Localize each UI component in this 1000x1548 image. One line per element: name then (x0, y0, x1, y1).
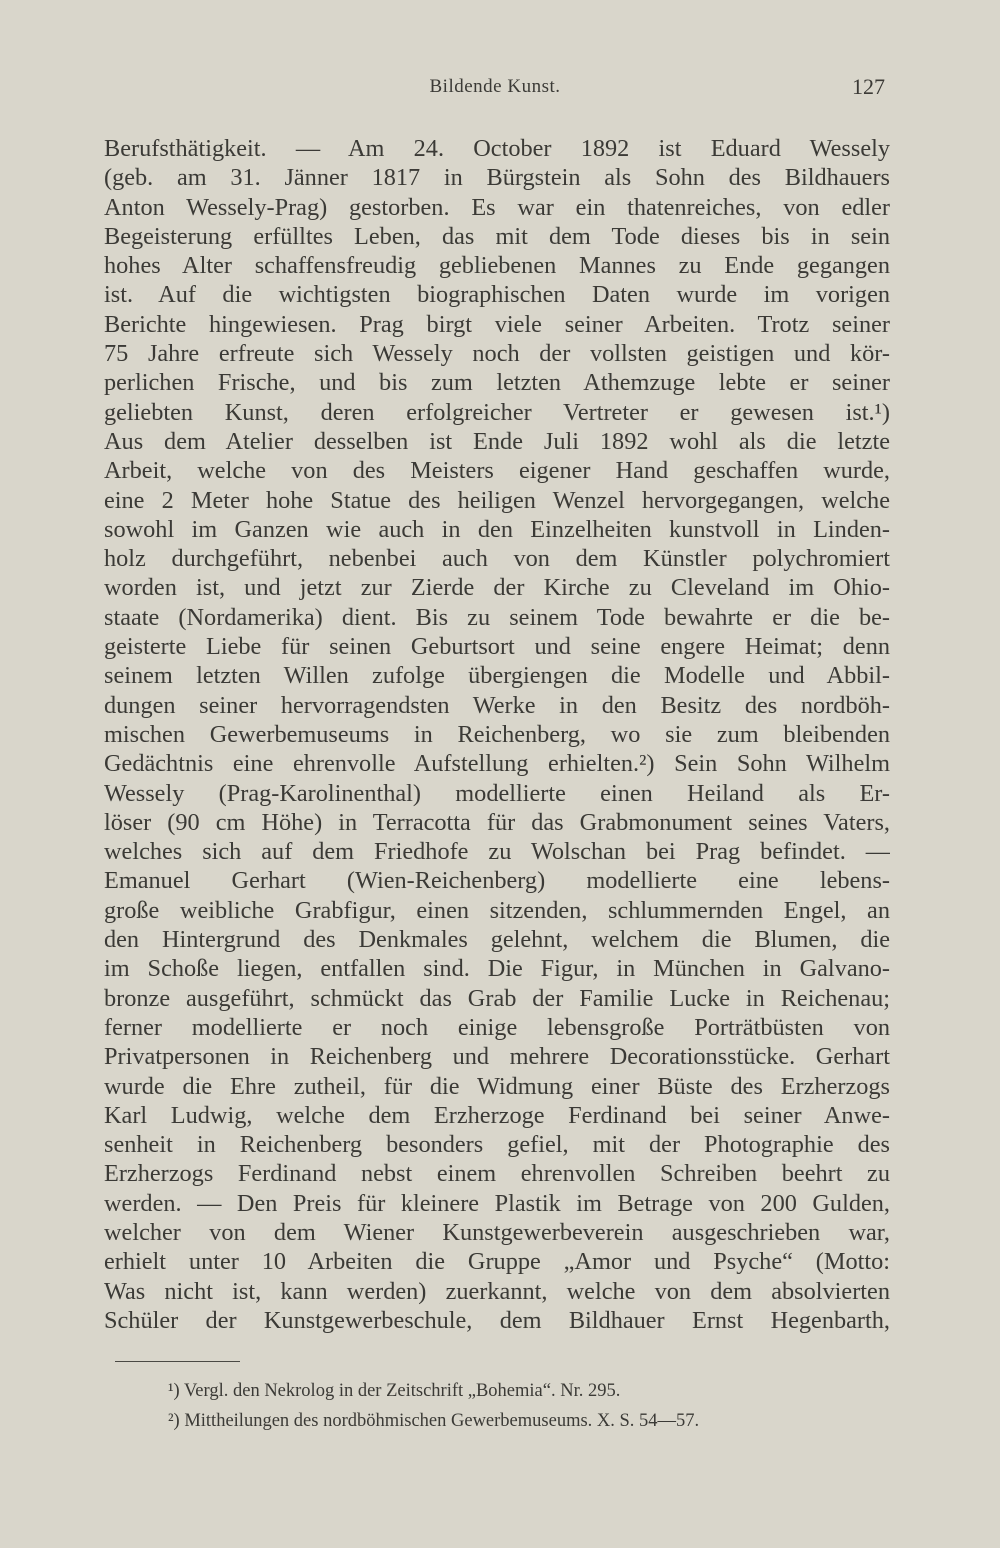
text-line: dungen seiner hervorragendsten Werke in den Besitz des nordböh- (104, 691, 890, 719)
text-line: geliebten Kunst, deren erfolgreicher Vertreter er gewesen ist.¹) (104, 398, 890, 426)
text-line: Gedächtnis eine ehrenvolle Aufstellung erhielten.²) Sein Sohn Wilhelm (104, 750, 890, 778)
text-line: hohes Alter schaffensfreudig gebliebenen Mannes zu Ende gegangen (104, 252, 890, 280)
text-line: Arbeit, welche von des Meisters eigener Hand geschaffen wurde, (104, 457, 890, 485)
text-line: Anton Wessely-Prag) gestorben. Es war ein thatenreiches, von edler (104, 193, 890, 221)
text-line: Erzherzogs Ferdinand nebst einem ehrenvollen Schreiben beehrt zu (104, 1160, 890, 1188)
text-line: (geb. am 31. Jänner 1817 in Bürgstein als Sohn des Bildhauers (104, 164, 890, 192)
text-line: Aus dem Atelier desselben ist Ende Juli 1892 wohl als die letzte (104, 427, 890, 455)
text-line: erhielt unter 10 Arbeiten die Gruppe „Amor und Psyche“ (Motto: (104, 1248, 890, 1276)
text-line: staate (Nordamerika) dient. Bis zu seinem Tode bewahrte er die be- (104, 603, 890, 631)
text-line: werden. — Den Preis für kleinere Plastik im Betrage von 200 Gulden, (104, 1189, 890, 1217)
text-line: mischen Gewerbemuseums in Reichenberg, wo sie zum bleibenden (104, 720, 890, 748)
text-line: geisterte Liebe für seinen Geburtsort und seine engere Heimat; denn (104, 633, 890, 661)
text-line: worden ist, und jetzt zur Zierde der Kirche zu Cleveland im Ohio- (104, 574, 890, 602)
text-line: Privatpersonen in Reichenberg und mehrere Decorationsstücke. Gerhart (104, 1043, 890, 1071)
text-line: perlichen Frische, und bis zum letzten Athemzuge lebte er seiner (104, 369, 890, 397)
footnote-1: ¹) Vergl. den Nekrolog in der Zeitschrift „Bohemia“. Nr. 295. (168, 1381, 621, 1401)
text-line: 75 Jahre erfreute sich Wessely noch der vollsten geistigen und kör- (104, 340, 890, 368)
text-line: welches sich auf dem Friedhofe zu Wolschan bei Prag befindet. — (104, 838, 890, 866)
footnotes (168, 1376, 868, 1436)
text-line: Wessely (Prag-Karolinenthal) modellierte einen Heiland als Er- (104, 779, 890, 807)
text-line: senheit in Reichenberg besonders gefiel, mit der Photographie des (104, 1131, 890, 1159)
page-header (105, 76, 885, 106)
text-line: eine 2 Meter hohe Statue des heiligen Wenzel hervorgegangen, welche (104, 486, 890, 514)
footnote-2: ²) Mittheilungen des nordböhmischen Gewerbemuseums. X. S. 54—57. (168, 1411, 700, 1431)
text-line: den Hintergrund des Denkmales gelehnt, welchem die Blumen, die (104, 926, 890, 954)
body-text (104, 134, 890, 1335)
page-number: 127 (852, 74, 885, 99)
text-line: Berufsthätigkeit. — Am 24. October 1892 ist Eduard Wessely (104, 135, 890, 162)
text-line: Begeisterung erfülltes Leben, das mit dem Tode dieses bis in sein (104, 222, 890, 250)
text-line: bronze ausgeführt, schmückt das Grab der Familie Lucke in Reichenau; (104, 984, 890, 1012)
text-line: sowohl im Ganzen wie auch in den Einzelheiten kunstvoll in Linden- (104, 515, 890, 543)
text-line: ferner modellierte er noch einige lebensgroße Porträtbüsten von (104, 1013, 890, 1041)
text-line: Schüler der Kunstgewerbeschule, dem Bildhauer Ernst Hegenbarth, (104, 1306, 890, 1334)
text-line: im Schoße liegen, entfallen sind. Die Figur, in München in Galvano- (104, 955, 890, 983)
text-line: seinem letzten Willen zufolge übergiengen die Modelle und Abbil- (104, 662, 890, 690)
text-line: große weibliche Grabfigur, einen sitzenden, schlummernden Engel, an (104, 896, 890, 924)
text-line: ist. Auf die wichtigsten biographischen Daten wurde im vorigen (104, 281, 890, 309)
text-line: Emanuel Gerhart (Wien-Reichenberg) modellierte eine lebens- (104, 867, 890, 895)
text-line: Was nicht ist, kann werden) zuerkannt, welche von dem absolvierten (104, 1277, 890, 1305)
text-line: wurde die Ehre zutheil, für die Widmung einer Büste des Erzherzogs (104, 1072, 890, 1100)
running-title: Bildende Kunst. (429, 76, 561, 97)
footnote-divider (115, 1361, 240, 1362)
text-line: Karl Ludwig, welche dem Erzherzoge Ferdinand bei seiner Anwe- (104, 1101, 890, 1129)
text-line: welcher von dem Wiener Kunstgewerbeverein ausgeschrieben war, (104, 1218, 890, 1246)
text-line: Berichte hingewiesen. Prag birgt viele seiner Arbeiten. Trotz seiner (104, 310, 890, 338)
text-line: löser (90 cm Höhe) in Terracotta für das Grabmonument seines Vaters, (104, 808, 890, 836)
text-line: holz durchgeführt, nebenbei auch von dem Künstler polychromiert (104, 545, 890, 573)
